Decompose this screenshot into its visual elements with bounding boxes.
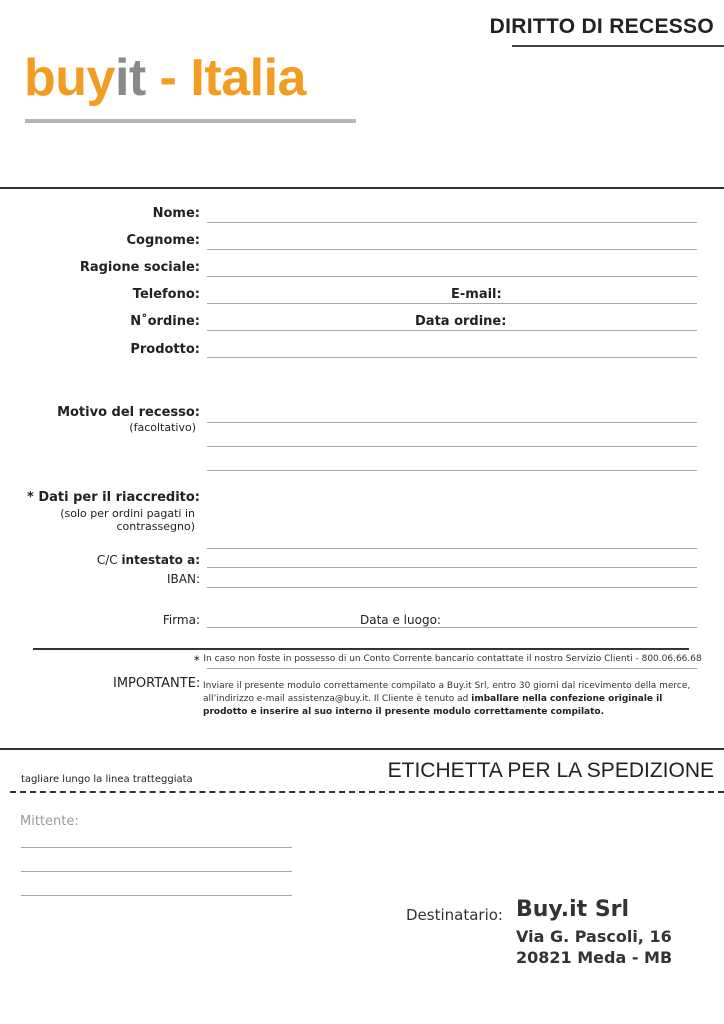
destinatario-city: 20821 Meda - MB [516, 948, 673, 967]
importante-text-main: Inviare il presente modulo correttamente compilato a Buy.it Srl, entro 30 giorni dal ricevimento della merce, all’indirizzo e-mail assistenza@buy.it. Il Cliente è tenuto ad [203, 681, 691, 704]
nome-label: Nome: [152, 206, 200, 221]
logo-underline [25, 119, 356, 123]
data-luogo-label: Data e luogo: [360, 613, 441, 627]
ordine-field[interactable] [207, 330, 697, 331]
importante-text [203, 680, 703, 719]
ragione-sociale-label: Ragione sociale: [79, 260, 200, 275]
cc-label: C/C [96, 553, 122, 567]
cut-dashed-line [10, 791, 724, 793]
telefono-email-field[interactable] [207, 303, 697, 304]
iban-field[interactable] [207, 587, 697, 588]
intestato-label: intestato a: [121, 553, 200, 567]
logo-italia: - Italia [159, 49, 306, 107]
nome-field[interactable] [207, 222, 697, 223]
cc-intestato-field[interactable] [207, 567, 697, 568]
firma-label: Firma: [162, 613, 200, 627]
cut-instruction: tagliare lungo la linea tratteggiata [21, 774, 193, 785]
firma-field[interactable] [207, 627, 697, 628]
dati-riaccredito-note-1: (solo per ordini pagati in [60, 507, 195, 520]
dati-riaccredito-label: * Dati per il riaccredito: [27, 490, 200, 505]
footnote: ∗ In caso non foste in possesso di un Conto Corrente bancario contattate il nostro Servizio Clienti - 800.06.66.68 [193, 654, 702, 664]
destinatario-name: Buy.it Srl [516, 897, 630, 922]
motivo-label: Motivo del recesso: [57, 405, 200, 420]
section-divider-top [0, 187, 724, 189]
cognome-label: Cognome: [126, 233, 200, 248]
title-underline [512, 45, 724, 47]
section-divider-bottom [0, 748, 724, 750]
motivo-field-3[interactable] [207, 470, 697, 471]
section-divider-middle [33, 648, 689, 650]
motivo-field-2[interactable] [207, 446, 697, 447]
mittente-field-3[interactable] [21, 895, 292, 896]
importante-label: IMPORTANTE: [113, 676, 201, 691]
iban-label: IBAN: [167, 572, 200, 586]
motivo-note: (facoltativo) [129, 421, 196, 434]
brand-logo [24, 48, 306, 108]
data-ordine-label: Data ordine: [415, 314, 507, 329]
shipping-label-title: ETICHETTA PER LA SPEDIZIONE [387, 759, 714, 782]
riaccredito-field[interactable] [207, 548, 697, 549]
prodotto-label: Prodotto: [130, 342, 200, 357]
footnote-rule [207, 668, 697, 669]
importante-text-bold: imballare nella confezione originale il prodotto e inserire al suo interno il presente modulo correttamente compilato. [203, 694, 663, 717]
dati-riaccredito-note-2: contrassegno) [116, 520, 195, 533]
motivo-field-1[interactable] [207, 422, 697, 423]
mittente-field-2[interactable] [21, 871, 292, 872]
n-ordine-label: N˚ordine: [130, 314, 200, 329]
ragione-sociale-field[interactable] [207, 276, 697, 277]
cc-intestato-label [97, 553, 200, 567]
cognome-field[interactable] [207, 249, 697, 250]
document-title: DIRITTO DI RECESSO [489, 15, 714, 38]
prodotto-field[interactable] [207, 357, 697, 358]
mittente-field-1[interactable] [21, 847, 292, 848]
email-label: E-mail: [451, 287, 502, 302]
destinatario-street: Via G. Pascoli, 16 [516, 927, 672, 946]
mittente-label: Mittente: [20, 814, 79, 829]
destinatario-label: Destinatario: [406, 906, 503, 924]
telefono-label: Telefono: [132, 287, 200, 302]
logo-buy: buy [24, 49, 115, 107]
logo-it: it [114, 49, 146, 107]
